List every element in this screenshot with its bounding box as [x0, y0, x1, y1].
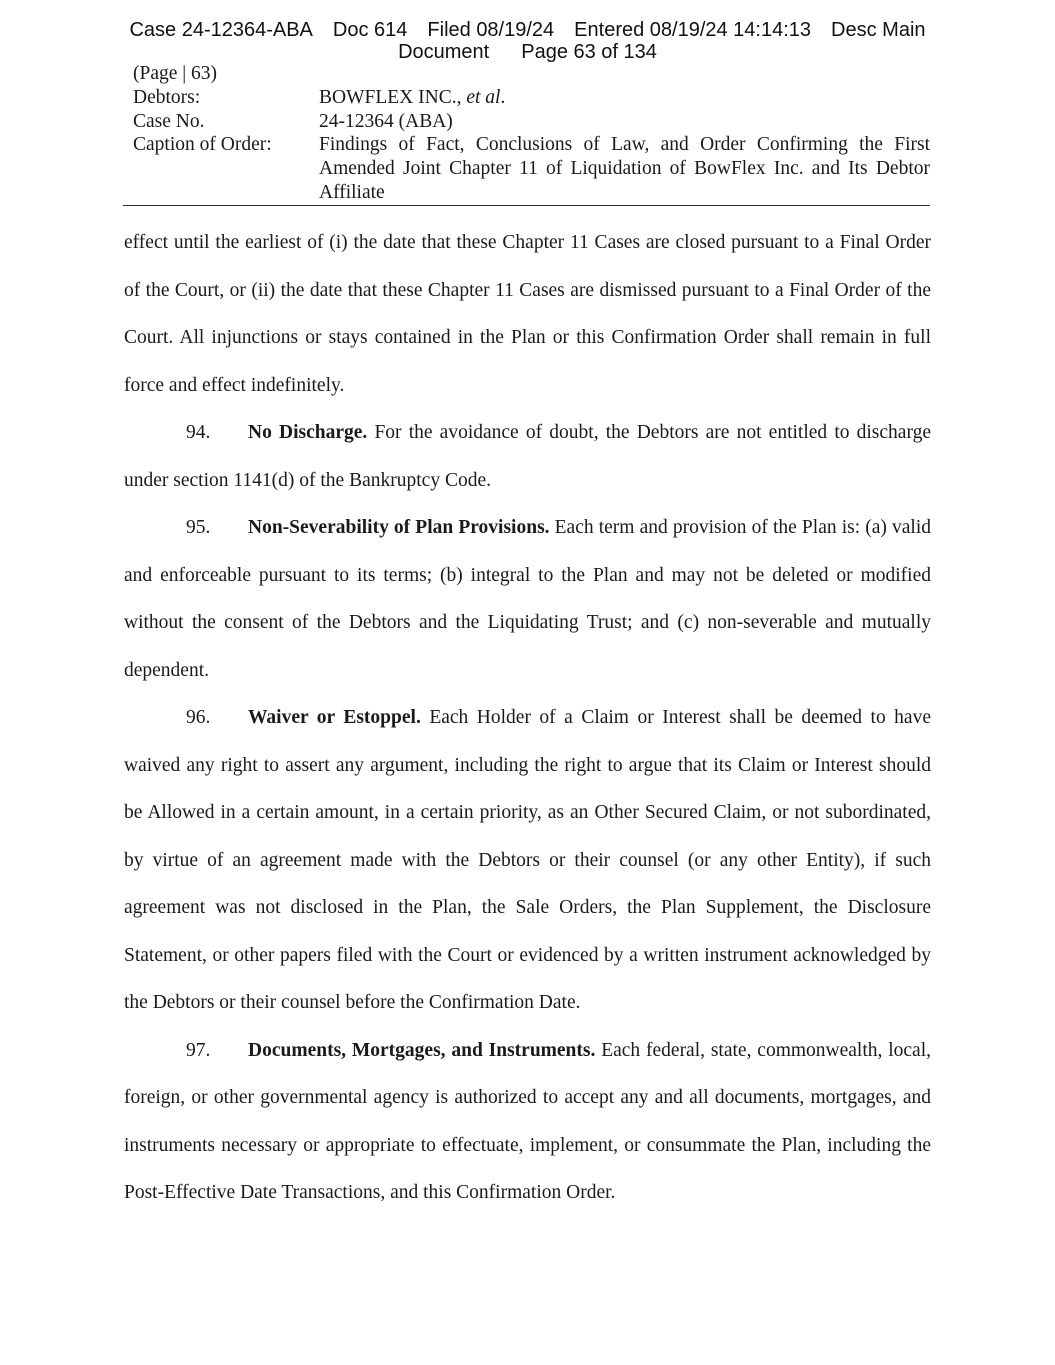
- caption-of-order-label: Caption of Order:: [133, 134, 272, 156]
- paragraph-96: [124, 694, 931, 1027]
- paragraph-number: 97.: [186, 1039, 211, 1061]
- debtors-value: BOWFLEX INC., et al.: [319, 86, 506, 108]
- court-filing-stamp: [0, 19, 1055, 63]
- paragraph-number: 94.: [186, 422, 211, 443]
- caption-of-order-row: [133, 133, 930, 204]
- case-number-stamp: Case 24-12364-ABA: [129, 19, 313, 41]
- paragraph-heading: Waiver or Estoppel.: [248, 707, 421, 728]
- caption-of-order-value: Findings of Fact, Conclusions of Law, and Order Confirming the First Amended Joint Chapter 11 of Liquidation of BowFlex Inc. and Its Debtor Affiliate: [319, 134, 930, 203]
- paragraph-text: For the avoidance of doubt, the Debtors are not entitled to discharge under section 1141(d) of the Bankruptcy Code.: [124, 422, 932, 491]
- paragraph-97: [124, 1027, 931, 1217]
- paragraph-94: [124, 409, 931, 504]
- doc-number-stamp: Doc 614: [332, 19, 408, 41]
- case-number-row: [133, 110, 930, 134]
- case-number-value: 24-12364 (ABA): [319, 110, 453, 132]
- paragraph-heading: Documents, Mortgages, and Instruments.: [248, 1039, 596, 1061]
- paragraph-95: [124, 504, 931, 694]
- paragraph-text: Each federal, state, commonwealth, local, foreign, or other governmental agency is authorized to accept any and all documents, mortgages, and instruments necessary or appropriate to effectuate, implement, or consummate the Plan, including the Post-Effective Date Transactions, and this Confirmation Order.: [124, 1039, 931, 1203]
- desc-stamp: Desc Main: [831, 19, 926, 41]
- paragraph-number: 96.: [186, 707, 211, 728]
- paragraph-text: Each term and provision of the Plan is: (a) valid and enforceable pursuant to its terms; (b) integral to the Plan and may not be deleted or modified without the consent of the Debtors and the Liquidating Trust; and (c) non-severable and mutually dependent.: [124, 517, 931, 681]
- page-count-stamp: Page 63 of 134: [521, 41, 657, 63]
- caption-divider: [123, 205, 930, 206]
- filed-date-stamp: Filed 08/19/24: [427, 19, 555, 41]
- paragraph-text: Each Holder of a Claim or Interest shall be deemed to have waived any right to assert any argument, including the right to argue that its Claim or Interest should be Allowed in a certain amount, in a certain priority, as an Other Secured Claim, or not subordinated, by virtue of an agreement made with the Debtors or their counsel (or any other Entity), if such agreement was not disclosed in the Plan, the Sale Orders, the Plan Supplement, the Disclosure Statement, or other papers filed with the Court or evidenced by a written instrument acknowledged by the Debtors or their counsel before the Confirmation Date.: [124, 707, 931, 1013]
- page-reference: (Page | 63): [133, 63, 218, 84]
- paragraph-number: 95.: [186, 517, 211, 538]
- stamp-line-2: [0, 41, 1055, 63]
- debtors-row: [133, 86, 930, 110]
- debtors-label: Debtors:: [133, 86, 201, 108]
- document-stamp: Document: [398, 41, 490, 63]
- paragraph-heading: Non-Severability of Plan Provisions.: [248, 517, 550, 538]
- order-caption-block: [133, 62, 930, 205]
- paragraph-heading: No Discharge.: [248, 422, 368, 443]
- case-number-label: Case No.: [133, 110, 205, 132]
- entered-date-stamp: Entered 08/19/24 14:14:13: [574, 19, 812, 41]
- document-body: [124, 219, 931, 1217]
- continuation-paragraph: effect until the earliest of (i) the date that these Chapter 11 Cases are closed pursuant to a Final Order of the Court, or (ii) the date that these Chapter 11 Cases are dismissed pursuant to a Final Order of the Court. All injunctions or stays contained in the Plan or this Confirmation Order shall remain in full force and effect indefinitely.: [124, 232, 931, 396]
- stamp-line-1: [0, 19, 1055, 41]
